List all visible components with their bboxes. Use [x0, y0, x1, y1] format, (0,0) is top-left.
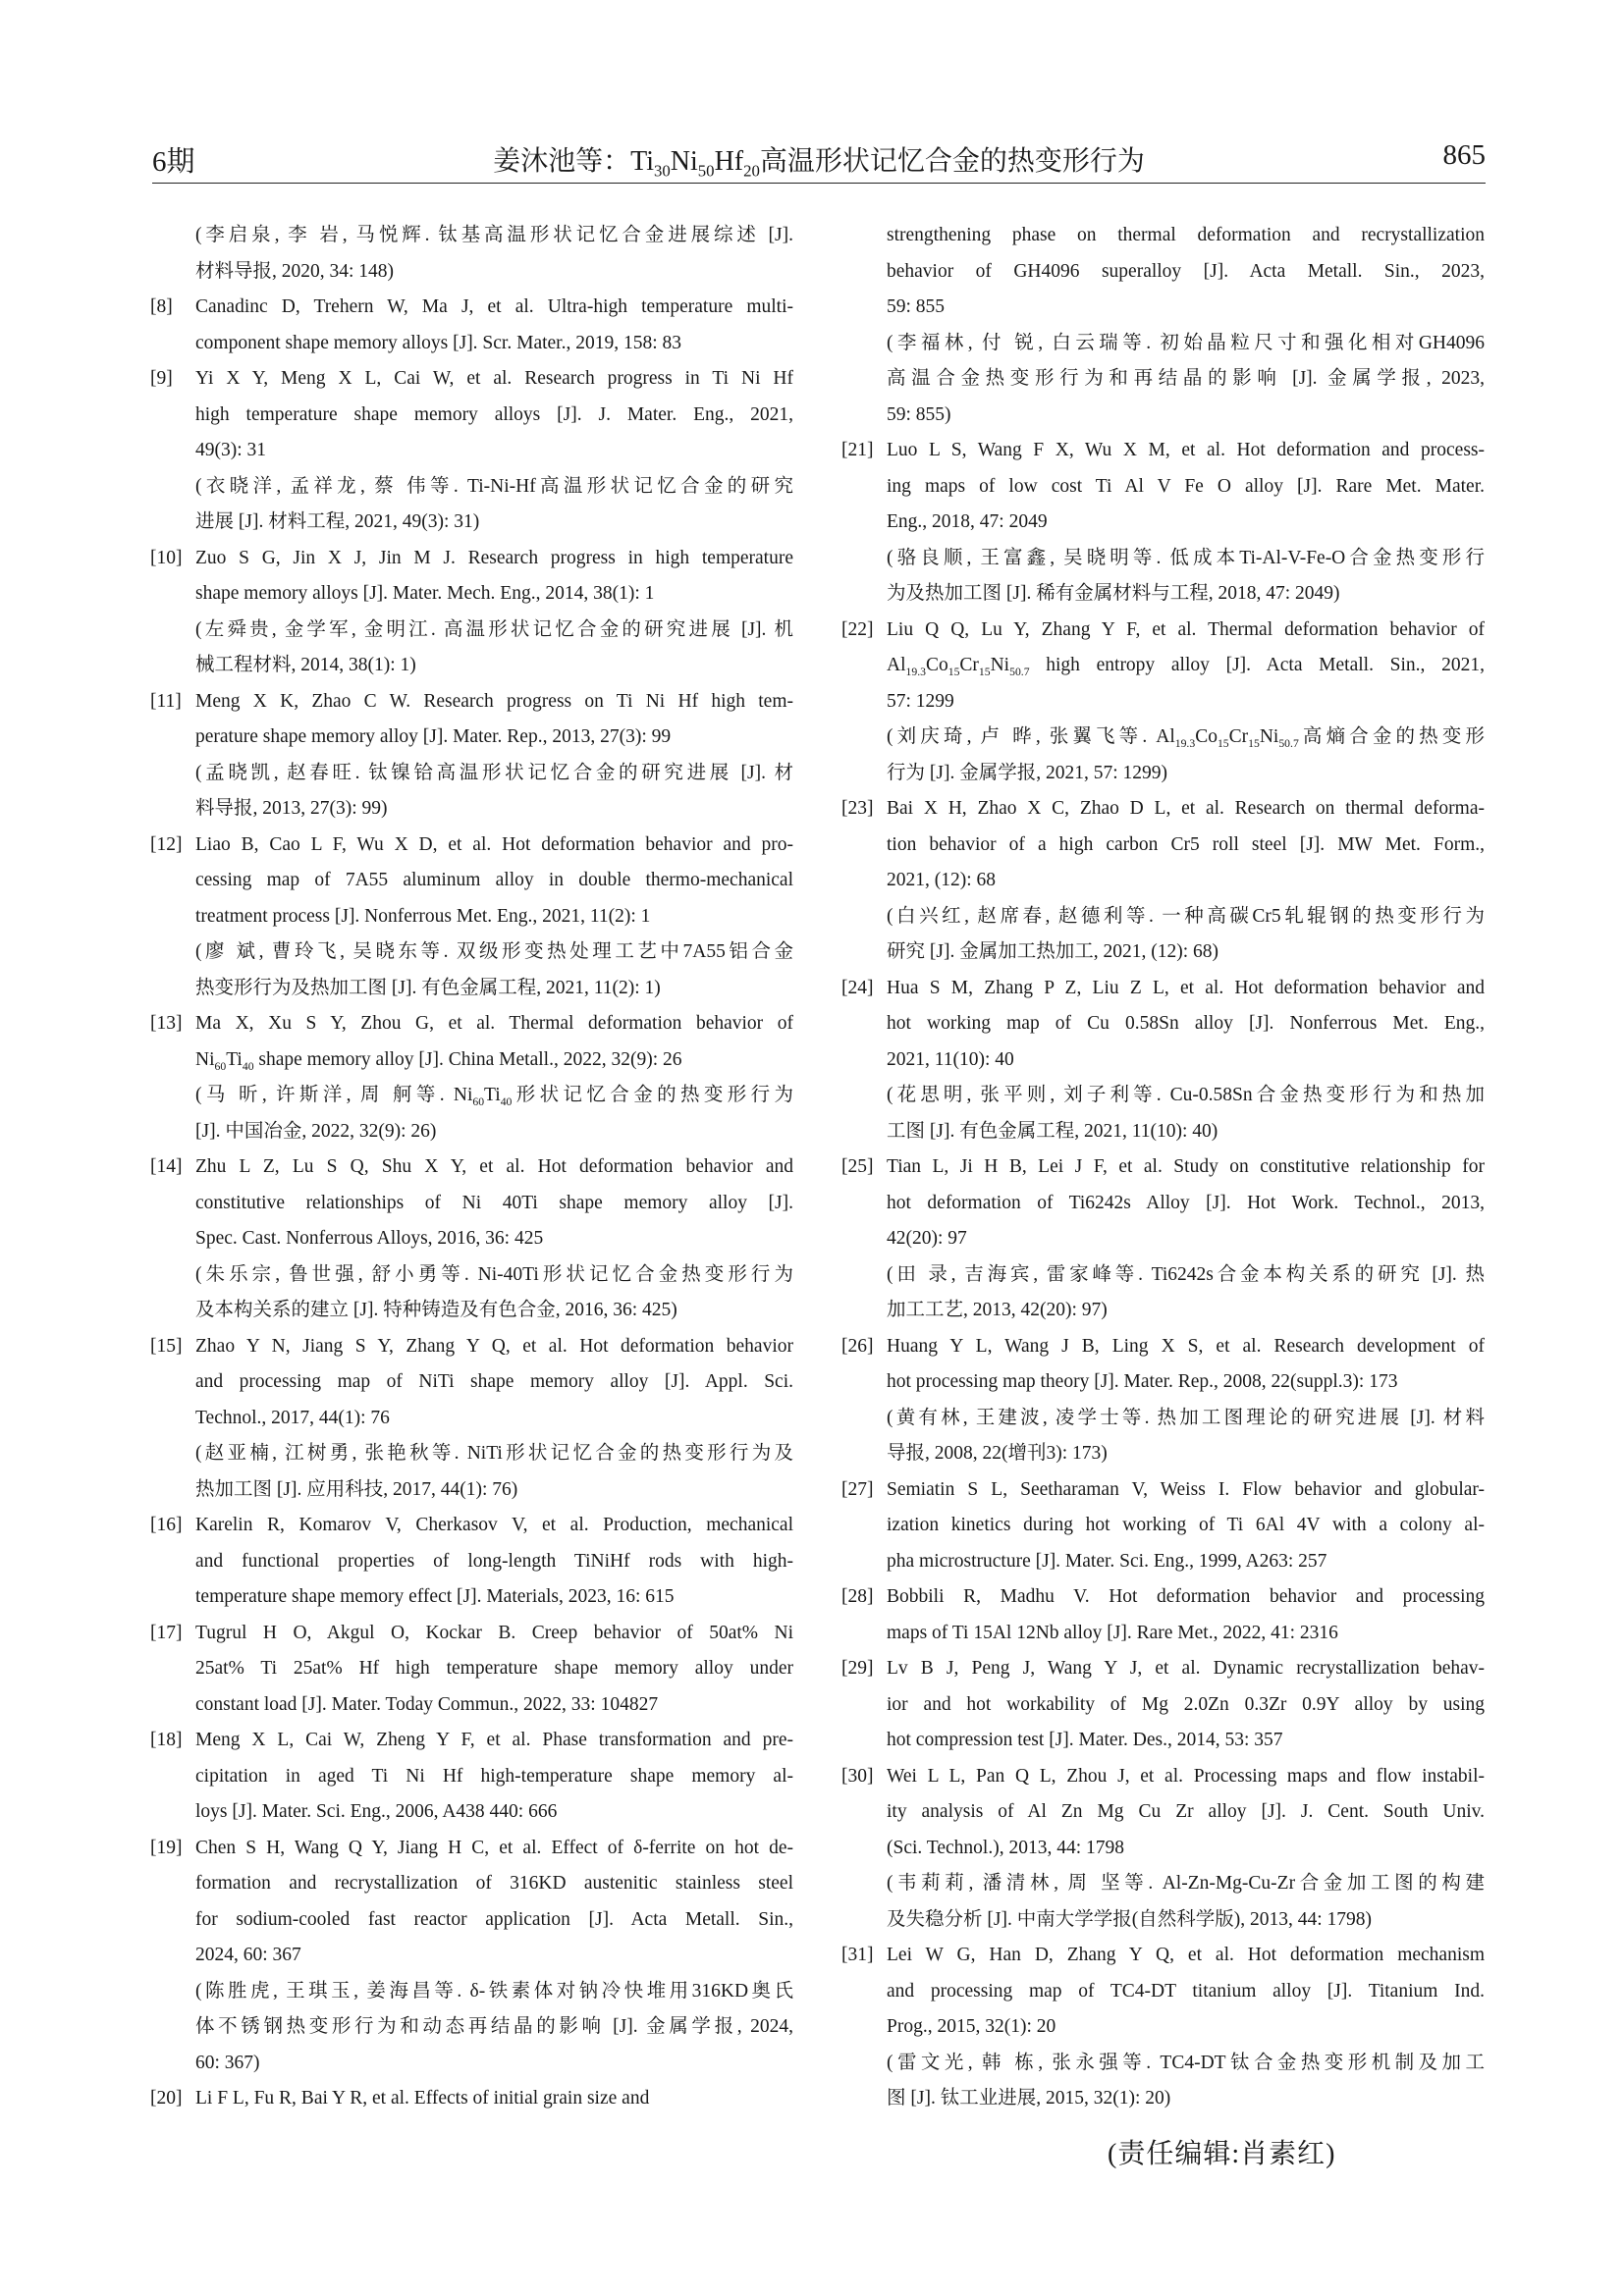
reference-line: and processing map of TC4-DT titanium alloy [J]. Titanium Ind.: [887, 1980, 1485, 2002]
reference-line: 59: 855): [887, 403, 951, 425]
reference-line: 57: 1299: [887, 690, 954, 712]
reference-line: constitutive relationships of Ni 40Ti shape memory alloy [J].: [195, 1192, 793, 1213]
reference-line: (李启泉, 李 岩, 马悦辉. 钛基高温形状记忆合金进展综述 [J].: [195, 225, 793, 245]
reference-line: (黄有林, 王建波, 凌学士等. 热加工图理论的研究进展 [J]. 材料: [887, 1407, 1485, 1428]
reference-line: Spec. Cast. Nonferrous Alloys, 2016, 36: 425: [195, 1228, 544, 1249]
reference-line: and functional properties of long-length TiNiHf rods with high-: [195, 1550, 793, 1572]
reference-line: Canadinc D, Trehern W, Ma J, et al. Ultra-high temperature multi-: [195, 296, 793, 317]
reference-line: (孟晓凯, 赵春旺. 钛镍铪高温形状记忆合金的研究进展 [J]. 材: [195, 762, 793, 783]
reference-line: 加工工艺, 2013, 42(20): 97): [887, 1300, 1108, 1320]
reference-line: 热变形行为及热加工图 [J]. 有色金属工程, 2021, 11(2): 1): [195, 977, 661, 998]
reference-line: 导报, 2008, 22(增刊3): 173): [887, 1443, 1108, 1464]
reference-line: ization kinetics during hot working of Ti 6Al 4V with a colony al-: [887, 1515, 1485, 1535]
reference-line: Bobbili R, Madhu V. Hot deformation behavior and processing: [887, 1586, 1485, 1607]
reference-line: Tian L, Ji H B, Lei J F, et al. Study on constitutive relationship for: [887, 1156, 1485, 1177]
reference-line: 行为 [J]. 金属学报, 2021, 57: 1299): [887, 762, 1167, 783]
page-number: 865: [1442, 139, 1486, 171]
reference-line: 及本构关系的建立 [J]. 特种铸造及有色合金, 2016, 36: 425): [195, 1300, 677, 1320]
reference-line: 研究 [J]. 金属加工热加工, 2021, (12): 68): [887, 941, 1218, 962]
reference-line: (陈胜虎, 王琪玉, 姜海昌等. δ-铁素体对钠冷快堆用316KD奥氏: [195, 1980, 793, 2002]
reference-entry: [150, 2081, 793, 2117]
reference-line: 及失稳分析 [J]. 中南大学学报(自然科学版), 2013, 44: 1798): [887, 1908, 1372, 1930]
reference-entry: [841, 791, 1485, 971]
reference-line: maps of Ti 15Al 12Nb alloy [J]. Rare Met., 2022, 41: 2316: [887, 1622, 1338, 1643]
reference-entry: [841, 1149, 1485, 1329]
reference-line: 工图 [J]. 有色金属工程, 2021, 11(10): 40): [887, 1120, 1218, 1142]
reference-entry: [841, 971, 1485, 1150]
reference-line: 械工程材料, 2014, 38(1): 1): [195, 655, 416, 675]
reference-line: 体不锈钢热变形行为和动态再结晶的影响 [J]. 金属学报, 2024,: [195, 2016, 793, 2037]
reference-line: Lv B J, Peng J, Wang Y J, et al. Dynamic recrystallization behav-: [887, 1658, 1485, 1679]
reference-number: [19]: [150, 1837, 183, 1858]
reference-number: [18]: [150, 1730, 183, 1750]
reference-line: (花思明, 张平则, 刘子利等. Cu-0.58Sn合金热变形行为和热加: [887, 1085, 1485, 1105]
reference-number: [11]: [150, 690, 182, 712]
reference-number: [23]: [841, 798, 874, 819]
running-title: 姜沐池等：$Ti_{30}Ni_{50}Hf_{20}$高温形状记忆合金的热变形行为: [493, 146, 1145, 181]
reference-line: Technol., 2017, 44(1): 76: [195, 1407, 390, 1428]
reference-number: [25]: [841, 1156, 874, 1177]
reference-line: [J]. 中国冶金, 2022, 32(9): 26): [195, 1120, 437, 1142]
reference-line: (李福林, 付 锐, 白云瑞等. 初始晶粒尺寸和强化相对GH4096: [887, 332, 1485, 353]
reference-line: 图 [J]. 钛工业进展, 2015, 32(1): 20): [887, 2088, 1171, 2109]
reference-line: (朱乐宗, 鲁世强, 舒小勇等. Ni-40Ti形状记忆合金热变形行为: [195, 1263, 793, 1285]
reference-line: Liao B, Cao L F, Wu X D, et al. Hot deformation behavior and pro-: [195, 833, 793, 855]
reference-line: (廖 斌, 曹玲飞, 吴晓东等. 双级形变热处理工艺中7A55铝合金: [195, 941, 793, 962]
reference-line: 材料导报, 2020, 34: 148): [195, 260, 395, 282]
reference-line: (左舜贵, 金学军, 金明江. 高温形状记忆合金的研究进展 [J]. 机: [195, 618, 793, 640]
reference-number: [16]: [150, 1515, 183, 1535]
reference-entry: [150, 361, 793, 541]
reference-line: Zhu L Z, Lu S Q, Shu X Y, et al. Hot deformation behavior and: [195, 1156, 793, 1177]
reference-line: 2024, 60: 367: [195, 1945, 301, 1965]
reference-line: (白兴红, 赵席春, 赵德利等. 一种高碳Cr5轧辊钢的热变形行为: [887, 905, 1485, 927]
reference-line: Chen S H, Wang Q Y, Jiang H C, et al. Effect of δ-ferrite on hot de-: [195, 1837, 793, 1858]
reference-line: shape memory alloys [J]. Mater. Mech. Eng., 2014, 38(1): 1: [195, 583, 655, 604]
reference-line: Liu Q Q, Lu Y, Zhang Y F, et al. Thermal deformation behavior of: [887, 618, 1485, 640]
reference-line: Hua S M, Zhang P Z, Liu Z L, et al. Hot deformation behavior and: [887, 977, 1485, 998]
reference-line: Luo L S, Wang F X, Wu X M, et al. Hot deformation and process-: [887, 440, 1485, 460]
reference-line: perature shape memory alloy [J]. Mater. Rep., 2013, 27(3): 99: [195, 726, 672, 747]
reference-line: (衣晓洋, 孟祥龙, 蔡 伟等. Ti-Ni-Hf高温形状记忆合金的研究: [195, 475, 793, 497]
reference-line: 25at% Ti 25at% Hf high temperature shape memory alloy under: [195, 1658, 793, 1679]
reference-number: [9]: [150, 368, 173, 389]
reference-entry: [150, 828, 793, 1007]
reference-entry: [841, 1938, 1485, 2117]
reference-line: tion behavior of a high carbon Cr5 roll steel [J]. MW Met. Form.,: [887, 833, 1485, 855]
reference-line: ity analysis of Al Zn Mg Cu Zr alloy [J]. J. Cent. South Univ.: [887, 1801, 1485, 1822]
reference-line: pha microstructure [J]. Mater. Sci. Eng., 1999, A263: 257: [887, 1550, 1327, 1572]
reference-line: Li F L, Fu R, Bai Y R, et al. Effects of initial grain size and: [195, 2088, 650, 2109]
reference-line: (田 录, 吉海宾, 雷家峰等. Ti6242s合金本构关系的研究 [J]. 热: [887, 1263, 1485, 1285]
reference-line: (马 昕, 许斯洋, 周 舸等. $Ni_{60}Ti_{40}$形状记忆合金的热变形行为: [195, 1085, 793, 1108]
reference-line: Eng., 2018, 47: 2049: [887, 511, 1048, 532]
reference-line: 60: 367): [195, 2052, 260, 2073]
reference-line: Zhao Y N, Jiang S Y, Zhang Y Q, et al. Hot deformation behavior: [195, 1335, 793, 1357]
reference-line: treatment process [J]. Nonferrous Met. Eng., 2021, 11(2): 1: [195, 905, 651, 927]
reference-line: Prog., 2015, 32(1): 20: [887, 2016, 1056, 2037]
reference-line: cipitation in aged Ti Ni Hf high-temperature shape memory al-: [195, 1765, 793, 1787]
reference-entry: [150, 684, 793, 828]
reference-column-right: [841, 218, 1485, 2117]
reference-line: Huang Y L, Wang J B, Ling X S, et al. Research development of: [887, 1335, 1485, 1357]
reference-line: and processing map of NiTi shape memory alloy [J]. Appl. Sci.: [195, 1371, 793, 1392]
reference-line: (韦莉莉, 潘清林, 周 坚等. Al-Zn-Mg-Cu-Zr合金加工图的构建: [887, 1873, 1485, 1894]
responsible-editor: (责任编辑:肖素红): [1108, 2139, 1336, 2169]
reference-line: 42(20): 97: [887, 1228, 967, 1249]
reference-line: formation and recrystallization of 316KD austenitic stainless steel: [195, 1873, 793, 1894]
reference-line: temperature shape memory effect [J]. Materials, 2023, 16: 615: [195, 1586, 675, 1607]
reference-line: loys [J]. Mater. Sci. Eng., 2006, A438 440: 666: [195, 1801, 558, 1822]
reference-line: 高温合金热变形行为和再结晶的影响 [J]. 金属学报, 2023,: [887, 368, 1485, 389]
reference-number: [14]: [150, 1156, 183, 1177]
reference-line: cessing map of 7A55 aluminum alloy in double thermo-mechanical: [195, 870, 793, 890]
reference-line: high temperature shape memory alloys [J]. J. Mater. Eng., 2021,: [195, 403, 793, 425]
reference-line: $Ni_{60}Ti_{40}$ shape memory alloy [J]. China Metall., 2022, 32(9): 26: [195, 1048, 682, 1073]
reference-line: hot processing map theory [J]. Mater. Rep., 2008, 22(suppl.3): 173: [887, 1371, 1398, 1392]
reference-number: [31]: [841, 1945, 874, 1965]
reference-line: (骆良顺, 王富鑫, 吴晓明等. 低成本Ti-Al-V-Fe-O合金热变形行: [887, 547, 1485, 568]
reference-line: Zuo S G, Jin X J, Jin M J. Research progress in high temperature: [195, 547, 793, 568]
reference-line: Tugrul H O, Akgul O, Kockar B. Creep behavior of 50at% Ni: [195, 1622, 793, 1643]
reference-entry: [841, 433, 1485, 613]
reference-line: $Al_{19.3}Co_{15}Cr_{15}Ni_{50.7}$ high entropy alloy [J]. Acta Metall. Sin., 2021,: [887, 655, 1485, 678]
reference-line: 进展 [J]. 材料工程, 2021, 49(3): 31): [195, 511, 480, 532]
reference-number: [12]: [150, 833, 183, 855]
reference-number: [13]: [150, 1013, 183, 1034]
reference-number: [30]: [841, 1765, 874, 1787]
reference-line: Karelin R, Komarov V, Cherkasov V, et al. Production, mechanical: [195, 1515, 793, 1535]
reference-number: [20]: [150, 2088, 183, 2109]
reference-entry: [150, 1508, 793, 1616]
reference-entry: [150, 1006, 793, 1149]
reference-line: hot compression test [J]. Mater. Des., 2014, 53: 357: [887, 1730, 1283, 1750]
reference-entry: [150, 1149, 793, 1329]
reference-line: hot working map of Cu 0.58Sn alloy [J]. Nonferrous Met. Eng.,: [887, 1013, 1485, 1034]
reference-column-left: [150, 218, 793, 2117]
reference-line: (赵亚楠, 江树勇, 张艳秋等. NiTi形状记忆合金的热变形行为及: [195, 1443, 793, 1464]
reference-line: (刘庆琦, 卢 晔, 张翼飞等. $Al_{19.3}Co_{15}Cr_{15}Ni_{50.7}$高熵合金的热变形: [887, 726, 1485, 750]
reference-entry: [150, 290, 793, 361]
reference-number: [26]: [841, 1335, 874, 1357]
reference-number: [22]: [841, 618, 874, 640]
reference-entry: [150, 1831, 793, 2082]
reference-number: [29]: [841, 1658, 874, 1679]
reference-entry: [841, 1579, 1485, 1651]
reference-entry: [841, 1329, 1485, 1472]
reference-number: [21]: [841, 440, 874, 460]
reference-number: [28]: [841, 1586, 874, 1607]
reference-line: 热加工图 [J]. 应用科技, 2017, 44(1): 76): [195, 1478, 518, 1500]
reference-line: Lei W G, Han D, Zhang Y Q, et al. Hot deformation mechanism: [887, 1945, 1485, 1965]
reference-number: [24]: [841, 977, 874, 998]
reference-line: constant load [J]. Mater. Today Commun., 2022, 33: 104827: [195, 1693, 659, 1715]
reference-line: strengthening phase on thermal deformation and recrystallization: [887, 225, 1485, 245]
reference-number: [10]: [150, 547, 183, 568]
reference-line: 料导报, 2013, 27(3): 99): [195, 798, 388, 819]
reference-entry: [150, 218, 793, 290]
reference-line: Bai X H, Zhao X C, Zhao D L, et al. Research on thermal deforma-: [887, 798, 1485, 819]
reference-entry: [150, 541, 793, 684]
reference-entry: [841, 1759, 1485, 1939]
reference-entry: [150, 1616, 793, 1724]
reference-line: ing maps of low cost Ti Al V Fe O alloy [J]. Rare Met. Mater.: [887, 475, 1485, 497]
reference-entry: [150, 1329, 793, 1509]
reference-number: [15]: [150, 1335, 183, 1357]
reference-entry: [841, 1651, 1485, 1759]
reference-line: component shape memory alloys [J]. Scr. Mater., 2019, 158: 83: [195, 332, 682, 353]
reference-line: 为及热加工图 [J]. 稀有金属材料与工程, 2018, 47: 2049): [887, 583, 1340, 604]
reference-line: (Sci. Technol.), 2013, 44: 1798: [887, 1837, 1124, 1858]
reference-number: [8]: [150, 296, 173, 317]
reference-line: Semiatin S L, Seetharaman V, Weiss I. Flow behavior and globular-: [887, 1478, 1485, 1500]
reference-line: 49(3): 31: [195, 440, 267, 460]
reference-line: Meng X K, Zhao C W. Research progress on Ti Ni Hf high tem-: [195, 690, 793, 712]
reference-line: Ma X, Xu S Y, Zhou G, et al. Thermal deformation behavior of: [195, 1013, 793, 1034]
reference-line: 59: 855: [887, 296, 946, 317]
reference-entry: [841, 218, 1485, 433]
reference-line: for sodium-cooled fast reactor application [J]. Acta Metall. Sin.,: [195, 1908, 793, 1930]
reference-line: Meng X L, Cai W, Zheng Y F, et al. Phase transformation and pre-: [195, 1730, 793, 1750]
reference-line: Wei L L, Pan Q L, Zhou J, et al. Processing maps and flow instabil-: [887, 1765, 1485, 1787]
page-header: [152, 139, 1486, 179]
issue-number: 6期: [152, 146, 195, 178]
reference-line: (雷文光, 韩 栋, 张永强等. TC4-DT钛合金热变形机制及加工: [887, 2052, 1485, 2073]
reference-number: [17]: [150, 1622, 183, 1643]
reference-line: 2021, 11(10): 40: [887, 1048, 1014, 1070]
reference-entry: [150, 1723, 793, 1831]
reference-line: Yi X Y, Meng X L, Cai W, et al. Research progress in Ti Ni Hf: [195, 368, 793, 389]
reference-line: behavior of GH4096 superalloy [J]. Acta Metall. Sin., 2023,: [887, 260, 1485, 282]
reference-line: ior and hot workability of Mg 2.0Zn 0.3Zr 0.9Y alloy by using: [887, 1693, 1485, 1715]
reference-number: [27]: [841, 1478, 874, 1500]
reference-line: hot deformation of Ti6242s Alloy [J]. Hot Work. Technol., 2013,: [887, 1192, 1485, 1213]
reference-entry: [841, 613, 1485, 792]
header-rule: [152, 183, 1486, 184]
reference-line: 2021, (12): 68: [887, 870, 997, 890]
reference-entry: [841, 1472, 1485, 1580]
